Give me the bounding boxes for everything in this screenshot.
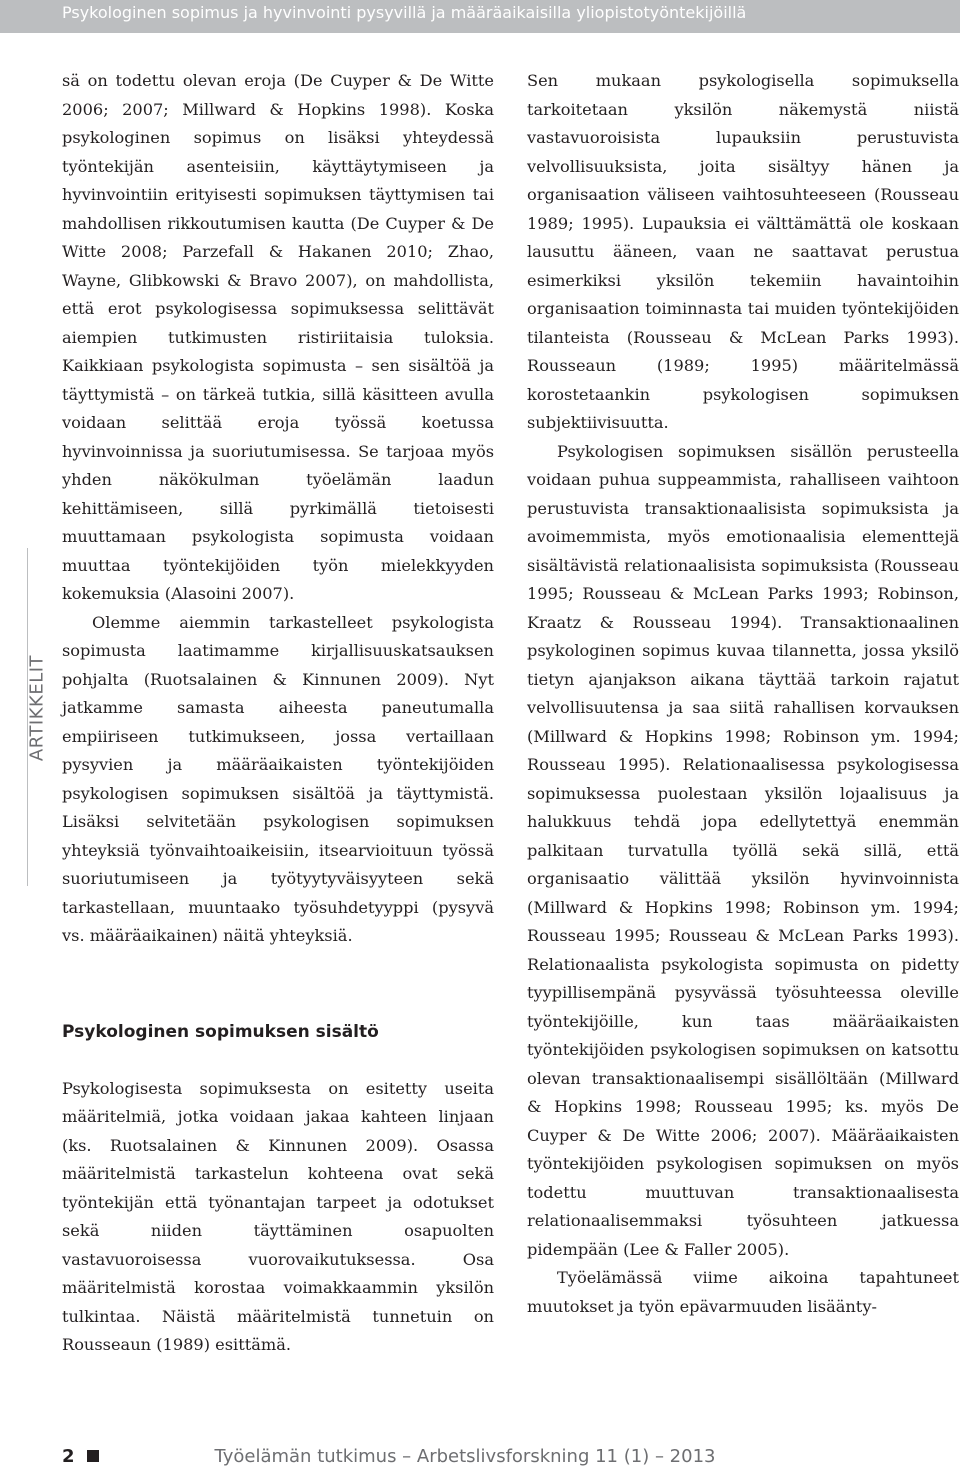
right-paragraph-1: Sen mukaan psykologisella sopimuksella tarkoitetaan yksilön näkemystä niistä vastavuoroisista lupauksiin perustuvista velvollisuuksista, joita sisältyy hänen ja organisaation väliseen vaihtosuhteeseen (Rousseau 1989; 1995). Lupauksia ei välttämättä ole koskaan lausuttu ääneen, vaan ne saattavat perustua esimerkiksi yksilön tekemiin havaintoihin organisaation toiminnasta tai muiden työntekijöiden tilanteista (Rousseau & McLean Parks 1993). Rousseaun (1989; 1995) määritelmässä korostetaankin psykologisen sopimuksen subjektiivisuutta. bbox=[527, 71, 959, 432]
right-paragraph-2: Psykologisen sopimuksen sisällön perusteella voidaan puhua suppeammista, rahalliseen vaihtoon perustuvista transaktionaalisista sopimuksista ja avoimemmista, myös emotionaalisia elementtejä sisältävistä relationaalisista sopimuksista (Rousseau 1995; Rousseau & McLean Parks 1993; Robinson, Kraatz & Rousseau 1994). Transaktionaalinen psykologinen sopimus kuvaa tilannetta, jossa yksilö tietyn ajanjakson aikana täyttää tarkoin rajatut velvollisuutensa ja saa siitä rahallisen korvauksen (Millward & Hopkins 1998; Robinson ym. 1994; Rousseau 1995). Relationaalisessa psykologisessa sopimuksessa puolestaan yksilön lojaalisuus ja halukkuus tehdä jopa edellytettyä enemmän palkitaan turvatulla työllä sekä sillä, että organisaatio välittää yksilön hyvinvoinnista (Millward & Hopkins 1998; Robinson ym. 1994; Rousseau 1995; Rousseau & McLean Parks 1993). Relationaalista psykologista sopimusta on pidetty tyypillisempänä pysyvässä työsuhteessa oleville työntekijöille, kun taas määräaikaisten työntekijöiden psykologisen sopimuksen on katsottu olevan transaktionaalisempi sisällöltään (Millward & Hopkins 1998; Rousseau 1995; ks. myös De Cuyper & De Witte 2006; 2007). Määräaikaisten työntekijöiden psykologisen sopimuksen on myös todettu muuttuvan transaktionaalisesta relationaalisemmaksi työsuhteen jatkuessa pidempään (Lee & Faller 2005). bbox=[527, 441, 959, 1259]
page-number: 2 bbox=[62, 1445, 75, 1467]
left-paragraph-3: Psykologisesta sopimuksesta on esitetty useita määritelmiä, jotka voidaan jakaa kahteen linjaan (ks. Ruotsalainen & Kinnunen 2009). Osassa määritelmistä tarkastelun kohteena ovat sekä työntekijän että työnantajan tarpeet ja odotukset sekä niiden täyttäminen osapuolten vastavuoroisessa vuorovaikutuksessa. Osa määritelmistä korostaa voimakkaammin yksilön tulkintaa. Näistä määritelmistä tunnetuin on Rousseaun (1989) esittämä. bbox=[62, 1078, 494, 1354]
running-header bbox=[0, 0, 960, 33]
journal-citation: Työelämän tutkimus – Arbetslivsforskning 11 (1) – 2013 bbox=[214, 1445, 716, 1467]
square-bullet-icon bbox=[87, 1450, 99, 1462]
left-column bbox=[62, 67, 494, 1360]
page-footer bbox=[62, 1442, 715, 1470]
left-paragraph-1: sä on todettu olevan eroja (De Cuyper & De Witte 2006; 2007; Millward & Hopkins 1998). Koska psykologinen sopimus on lisäksi yhteydessä työntekijän asenteisiin, käyttäytymiseen ja hyvinvointiin erityisesti sopimuksen täyttymisen tai mahdollisen rikkoutumisen kautta (De Cuyper & De Witte 2008; Parzefall & Hakanen 2010; Zhao, Wayne, Glibkowski & Bravo 2007), on mahdollista, että erot psykologisessa sopimuksessa selittävät aiempien tutkimusten ristiriitaisia tuloksia. Kaikkiaan psykologista sopimusta – sen sisältöä ja täyttymistä – on tärkeä tutkia, sillä käsitteen avulla voidaan selittää eroja työssä koetussa hyvinvoinnissa ja suoriutumisessa. Se tarjoaa myös yhden näkökulman työelämän laadun kehittämiseen, sillä pyrkimällä tietoisesti muuttamaan psykologista sopimusta voidaan muuttaa työntekijöiden työn mielekkyyden kokemuksia (Alasoini 2007). bbox=[62, 71, 494, 603]
section-side-label: ARTIKKELIT bbox=[26, 654, 48, 762]
section-heading: Psykologinen sopimuksen sisältö bbox=[62, 1021, 379, 1042]
running-header-title: Psykologinen sopimus ja hyvinvointi pysyvillä ja määräaikaisilla yliopistotyöntekijöillä bbox=[62, 3, 747, 22]
right-paragraph-3: Työelämässä viime aikoina tapahtuneet muutokset ja työn epävarmuuden lisäänty- bbox=[527, 1268, 959, 1316]
left-paragraph-2: Olemme aiemmin tarkastelleet psykologista sopimusta laatimamme kirjallisuuskatsauksen pohjalta (Ruotsalainen & Kinnunen 2009). Nyt jatkamme samasta aiheesta paneutumalla empiiriseen tutkimukseen, jossa vertaillaan pysyvien ja määräaikaisten työntekijöiden psykologisen sopimuksen sisältöä ja täyttymistä. Lisäksi selvitetään psykologisen sopimuksen yhteyksiä työnvaihtoaikeisiin, itsearvioituun työssä suoriutumiseen ja työtyytyväisyyteen sekä tarkastellaan, muuntaako työsuhdetyyppi (pysyvä vs. määräaikainen) näitä yhteyksiä. bbox=[62, 612, 494, 945]
right-column bbox=[527, 67, 959, 1321]
